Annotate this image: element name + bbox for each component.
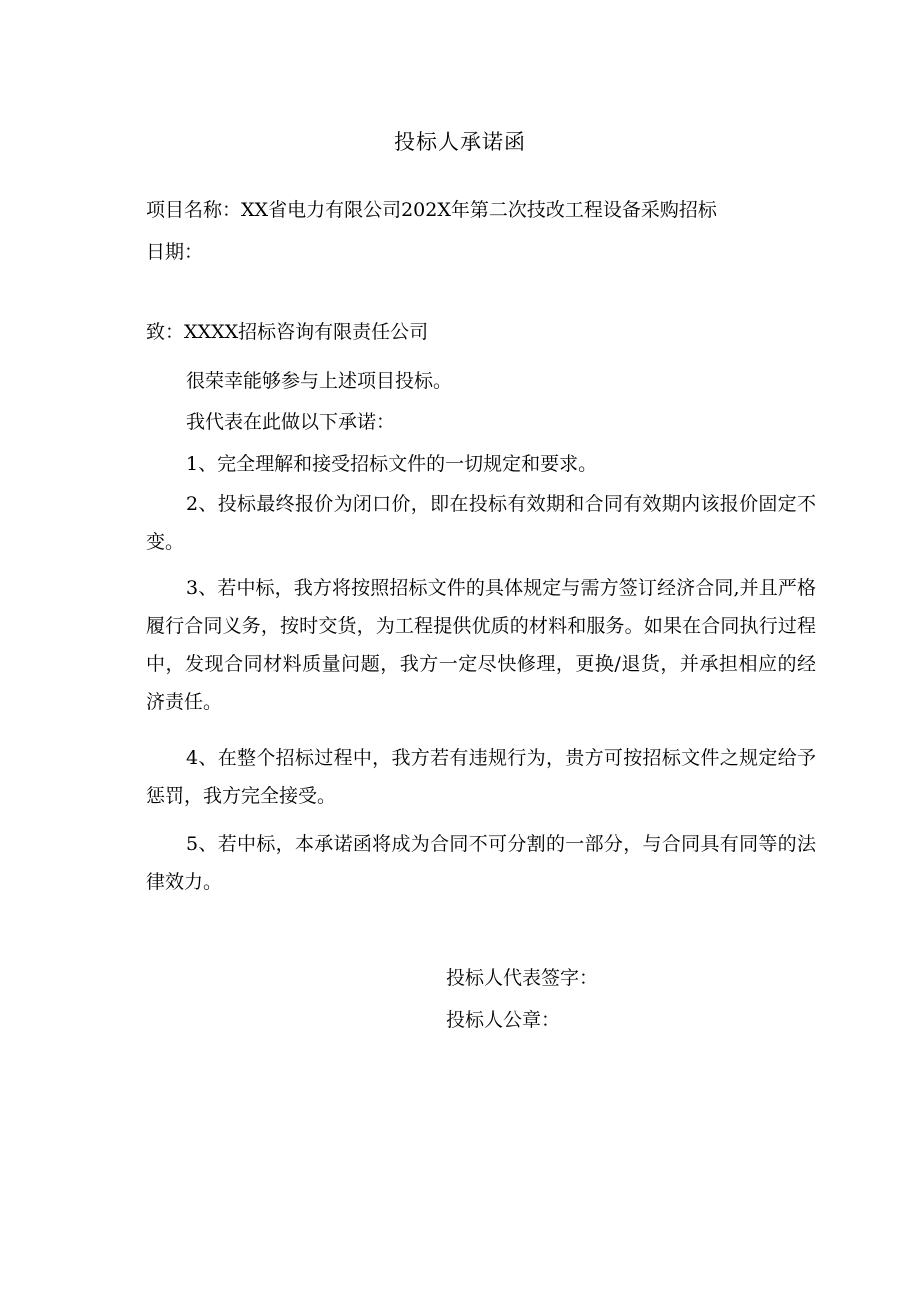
- recipient-name: XXXX招标咨询有限责任公司: [184, 321, 429, 343]
- declaration-paragraph: 我代表在此做以下承诺：: [186, 411, 396, 433]
- commitment-item-4: 4、在整个招标过程中，我方若有违规行为，贵方可按招标文件之规定给予惩罚，我方完全接受。: [146, 747, 816, 807]
- commitment-item-1: 1、完全理解和接受招标文件的一切规定和要求。: [186, 453, 598, 475]
- seal-label: 投标人公章：: [446, 1009, 561, 1031]
- signature-label: 投标人代表签字：: [446, 967, 599, 989]
- intro-paragraph: 很荣幸能够参与上述项目投标。: [186, 370, 453, 392]
- commitment-item-5: 5、若中标，本承诺函将成为合同不可分割的一部分，与合同具有同等的法律效力。: [146, 833, 816, 893]
- recipient-label: 致：: [146, 321, 185, 343]
- recipient-line: [146, 318, 428, 346]
- date-line: [146, 238, 203, 266]
- project-label: 项目名称：: [146, 199, 242, 221]
- commitment-item-2: 2、投标最终报价为闭口价，即在投标有效期和合同有效期内该报价固定不变。: [146, 493, 816, 553]
- project-line: [146, 196, 717, 224]
- commitment-item-3: 3、若中标，我方将按照招标文件的具体规定与需方签订经济合同,并且严格履行合同义务，按时交货，为工程提供优质的材料和服务。如果在合同执行过程中，发现合同材料质量问题，我方一定尽快修理，更换/退货，并承担相应的经济责任。: [146, 577, 816, 713]
- date-label: 日期：: [146, 241, 204, 263]
- project-name: XX省电力有限公司202X年第二次技改工程设备采购招标: [241, 199, 717, 221]
- page-title: 投标人承诺函: [394, 130, 526, 154]
